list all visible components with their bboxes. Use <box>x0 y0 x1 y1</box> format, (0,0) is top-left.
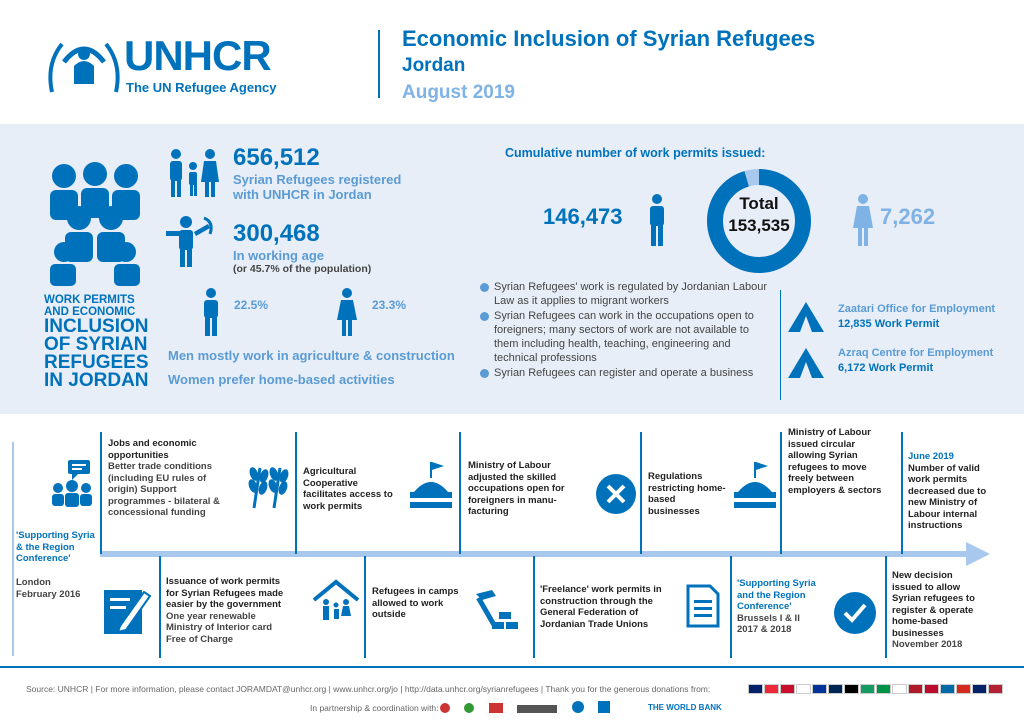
event-jobs-text: Better trade conditions (including EU rules of origin) Support programmes - bilateral & concessional funding <box>108 461 220 518</box>
document-pen-icon <box>100 584 152 638</box>
page-date: August 2019 <box>402 82 515 103</box>
timeline-tick <box>364 556 366 658</box>
regulation-bullets <box>480 280 770 380</box>
women-occupation-note: Women prefer home-based activities <box>168 372 395 387</box>
flag-icon <box>748 684 763 694</box>
azraq-tent-icon <box>786 346 826 380</box>
timeline-tick <box>159 556 161 658</box>
checkmark-icon <box>832 590 878 636</box>
event-london-place: London <box>16 577 51 588</box>
event-work-permits-text: One year renewable Ministry of Interior card Free of Charge <box>166 610 273 645</box>
left-heading-line: IN JORDAN <box>44 370 149 391</box>
left-heading <box>44 294 154 390</box>
event-work-permits-title: Issuance of work permits for Syrian Refugees made easier by the government <box>166 576 284 610</box>
flag-icon <box>876 684 891 694</box>
timeline-tick <box>459 432 461 554</box>
refugee-group-icon <box>42 160 148 286</box>
bullet-item <box>480 280 770 308</box>
event-agri-coop: Agricultural Cooperative facilitates access to work permits <box>303 466 393 512</box>
left-heading-line: WORK PERMITS <box>44 294 135 306</box>
header-divider <box>378 30 380 98</box>
event-home-allow <box>892 570 978 651</box>
house-family-icon <box>310 578 362 624</box>
timeline-tick <box>780 432 782 554</box>
page-country: Jordan <box>402 55 466 76</box>
event-decrease-title: Number of valid work permits decreased due to new Ministry of Labour internal instructions <box>908 462 987 531</box>
world-bank-logo: THE WORLD BANK <box>648 703 722 712</box>
event-freelance: 'Freelance' work permits in construction through the General Federation of Jordanian Trade Unions <box>540 584 662 630</box>
ministry-building-icon <box>732 460 778 510</box>
footer-partnership: In partnership & coordination with: <box>310 703 439 713</box>
worker-icon <box>164 214 216 268</box>
flag-icon <box>956 684 971 694</box>
flag-icon <box>780 684 795 694</box>
registered-label-line: with UNHCR in Jordan <box>233 187 372 202</box>
partner-logo-icon <box>440 703 450 713</box>
partner-logos <box>440 700 640 714</box>
event-london-title: 'Supporting Syria & the Region Conference' <box>16 530 95 564</box>
azraq-permits: 6,172 Work Permit <box>838 362 934 374</box>
timeline-tick <box>295 432 297 554</box>
total-value: 153,535 <box>728 216 790 235</box>
left-heading-line: INCLUSION <box>44 316 149 337</box>
men-occupation-note: Men mostly work in agriculture & construction <box>168 348 455 363</box>
zaatari-tent-icon <box>786 300 826 334</box>
document-icon <box>686 584 720 628</box>
total-label: Total <box>739 194 779 213</box>
azraq-office-name: Azraq Centre for Employment <box>838 347 994 359</box>
offices-divider <box>780 290 781 400</box>
event-brussels-date: 2017 & 2018 <box>737 624 792 635</box>
event-decrease <box>908 451 992 532</box>
woman-permit-icon <box>852 194 874 246</box>
wheat-icon <box>240 458 292 510</box>
working-age-label: In working age <box>233 248 325 263</box>
logo-wordmark: UNHCR <box>124 32 271 79</box>
flag-icon <box>844 684 859 694</box>
man-permit-icon <box>646 194 668 246</box>
event-home-restrict: Regulations restricting home-based businesses <box>648 471 726 517</box>
working-age-note: (or 45.7% of the population) <box>233 263 372 275</box>
ministry-building-icon <box>408 460 454 510</box>
left-heading-line: OF SYRIAN <box>44 334 148 355</box>
flag-icon <box>828 684 843 694</box>
partner-logo-icon <box>464 703 474 713</box>
flag-icon <box>764 684 779 694</box>
unhcr-logo <box>44 30 314 100</box>
flag-icon <box>908 684 923 694</box>
registered-value: 656,512 <box>233 144 320 171</box>
woman-icon <box>336 288 358 336</box>
event-manufacturing: Ministry of Labour adjusted the skilled occupations open for foreigners in manu-facturing <box>468 460 565 517</box>
flag-icon <box>796 684 811 694</box>
restriction-x-icon <box>594 472 638 516</box>
donor-flags <box>748 681 1016 695</box>
event-brussels <box>737 578 825 636</box>
flag-icon <box>940 684 955 694</box>
event-circular: Ministry of Labour issued circular allowing Syrian refugees to move freely between employers & sectors <box>788 427 882 496</box>
zaatari-permits: 12,835 Work Permit <box>838 318 940 330</box>
flag-icon <box>860 684 875 694</box>
working-age-value: 300,468 <box>233 220 320 247</box>
partner-logo-icon <box>572 701 584 713</box>
logo-subtitle: The UN Refugee Agency <box>126 80 277 95</box>
flag-icon <box>812 684 827 694</box>
flag-icon <box>972 684 987 694</box>
bullet-text: Syrian Refugees can register and operate a business <box>494 367 754 379</box>
partner-logo-icon <box>489 703 503 713</box>
flag-icon <box>988 684 1003 694</box>
left-heading-line: REFUGEES <box>44 352 149 373</box>
construction-hammer-icon <box>470 586 524 636</box>
bullet-text: Syrian Refugees can work in the occupations open to foreigners; many sectors of work are not available to them including health, teaching, engineering and technical professions <box>494 310 754 364</box>
flag-icon <box>924 684 939 694</box>
timeline-tick <box>100 432 102 554</box>
page-title: Economic Inclusion of Syrian Refugees <box>402 26 816 51</box>
timeline-start-line <box>12 442 14 656</box>
men-percentage: 22.5% <box>234 298 269 312</box>
footer-source: Source: UNHCR | For more information, please contact JORAMDAT@unhcr.org | www.unhcr.org/jo | http://data.unhcr.org/syrianrefugees | Thank you for the generous donations from: <box>26 684 711 694</box>
timeline-tick <box>533 556 535 658</box>
event-home-allow-title: New decision issued to allow Syrian refugees to register & operate home-based businesses <box>892 570 975 639</box>
registered-label <box>233 172 401 202</box>
men-permits-value: 146,473 <box>543 204 623 229</box>
women-permits-value: 7,262 <box>880 204 936 229</box>
event-jobs <box>108 438 236 519</box>
event-work-permits <box>166 576 292 645</box>
event-home-allow-date: November 2018 <box>892 639 963 650</box>
zaatari-office-name: Zaatari Office for Employment <box>838 303 996 315</box>
event-brussels-place: Brussels I & II <box>737 612 800 624</box>
timeline-tick <box>640 432 642 554</box>
bullet-text: Syrian Refugees' work is regulated by Jordanian Labour Law as it applies to migrant workers <box>494 281 767 307</box>
family-icon <box>164 148 222 198</box>
conference-icon <box>50 458 94 508</box>
event-decrease-date: June 2019 <box>908 451 954 462</box>
bullet-item <box>480 366 770 380</box>
registered-label-line: Syrian Refugees registered <box>233 172 402 187</box>
bullet-item <box>480 309 770 365</box>
event-camps: Refugees in camps allowed to work outside <box>372 586 459 620</box>
partner-logo-icon <box>517 705 557 713</box>
event-london-date: February 2016 <box>16 589 81 600</box>
unhcr-emblem-icon <box>44 34 124 96</box>
partner-logo-icon <box>598 701 610 713</box>
man-icon <box>200 288 222 336</box>
timeline-arrow <box>0 540 1000 570</box>
left-heading-line: AND ECONOMIC <box>44 306 136 318</box>
timeline-tick <box>730 556 732 658</box>
event-brussels-title: 'Supporting Syria and the Region Conference' <box>737 578 816 612</box>
women-percentage: 23.3% <box>372 298 407 312</box>
flag-icon <box>892 684 907 694</box>
footer-divider <box>0 666 1024 668</box>
permits-heading: Cumulative number of work permits issued: <box>505 146 766 160</box>
timeline-tick <box>885 556 887 658</box>
event-jobs-title: Jobs and economic opportunities <box>108 438 197 461</box>
timeline-tick <box>901 432 903 554</box>
